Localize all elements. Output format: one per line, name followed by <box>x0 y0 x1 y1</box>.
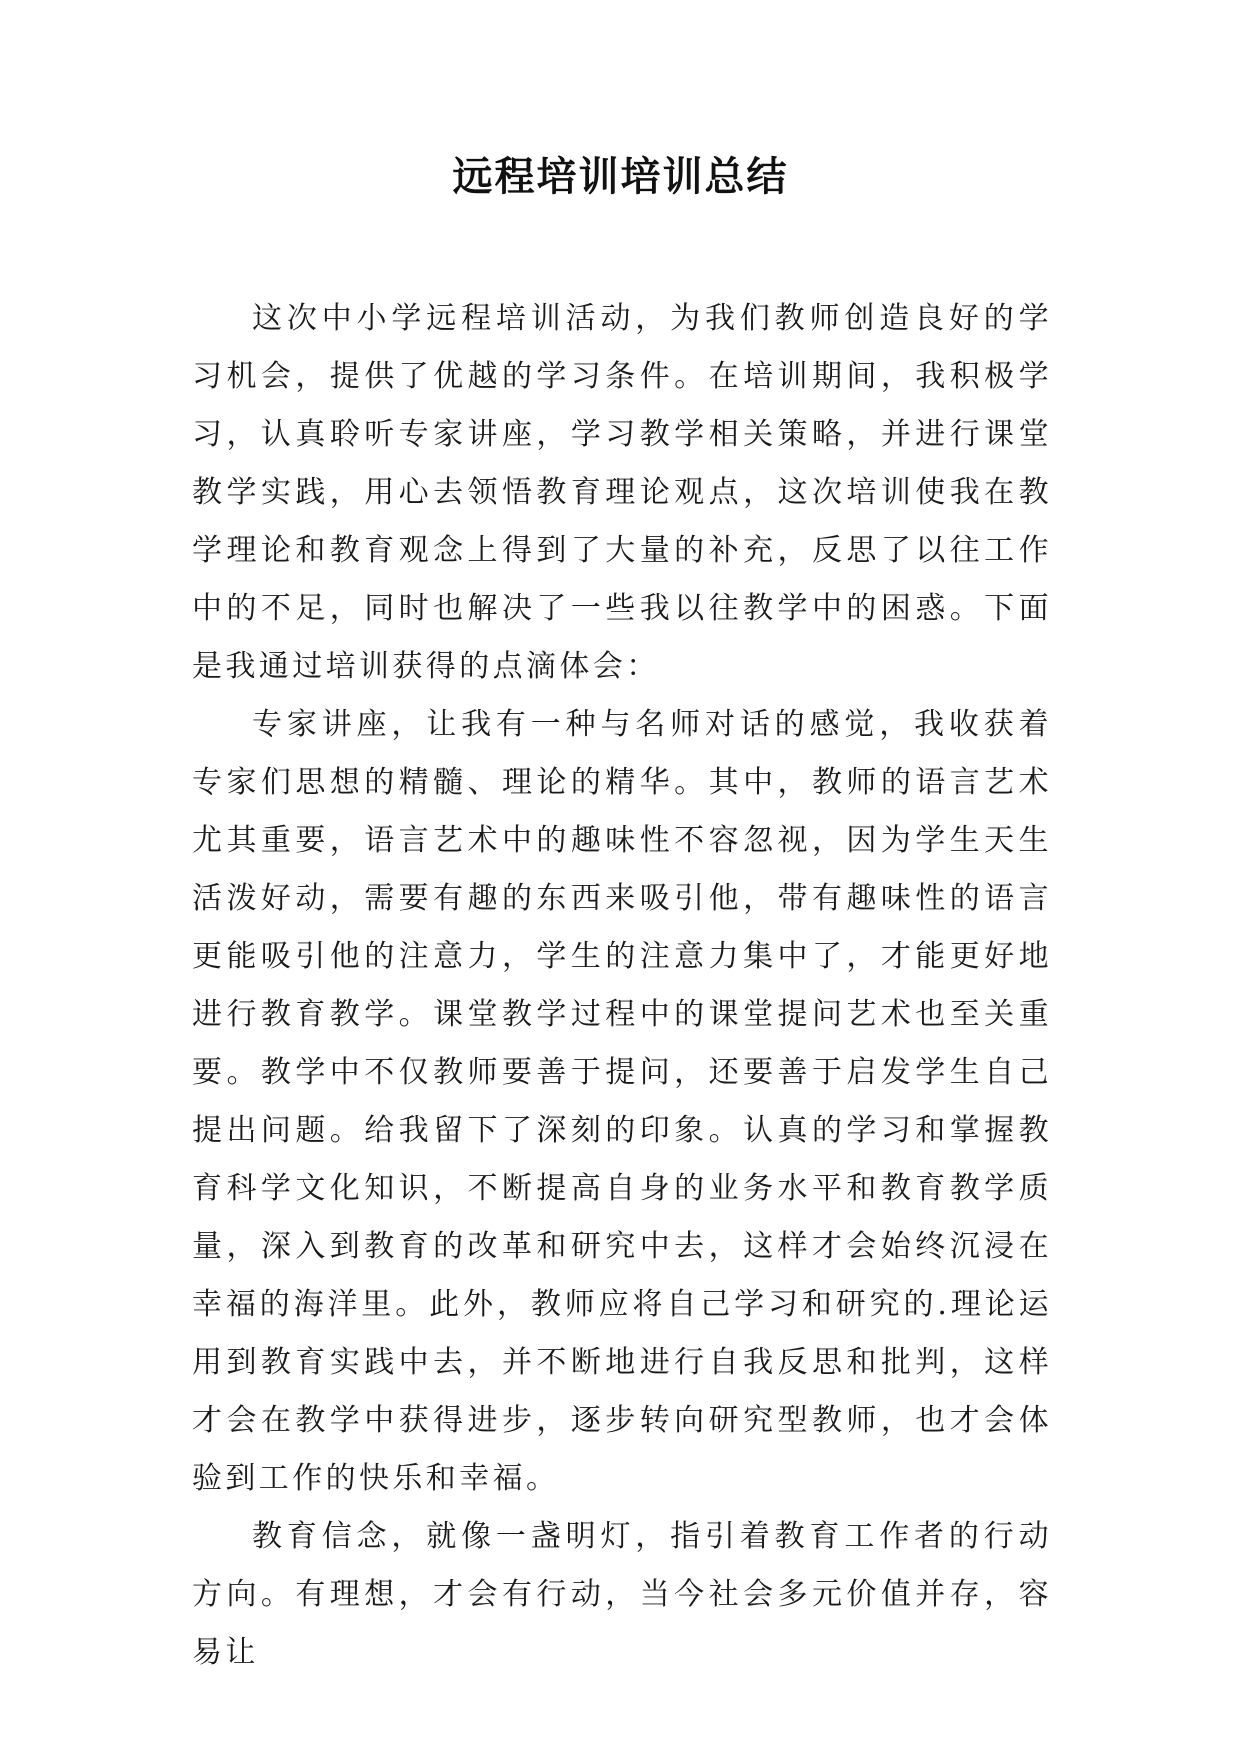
paragraph-2: 专家讲座，让我有一种与名师对话的感觉，我收获着专家们思想的精髓、理论的精华。其中，教师的语言艺术尤其重要，语言艺术中的趣味性不容忽视，因为学生天生活泼好动，需要有趣的东西来吸引他，带有趣味性的语言更能吸引他的注意力，学生的注意力集中了，才能更好地进行教育教学。课堂教学过程中的课堂提问艺术也至关重要。教学中不仅教师要善于提问，还要善于启发学生自己提出问题。给我留下了深刻的印象。认真的学习和掌握教育科学文化知识，不断提高自身的业务水平和教育教学质量，深入到教育的改革和研究中去，这样才会始终沉浸在幸福的海洋里。此外，教师应将自己学习和研究的.理论运用到教育实践中去，并不断地进行自我反思和批判，这样才会在教学中获得进步，逐步转向研究型教师，也才会体验到工作的快乐和幸福。 <box>192 707 1052 1496</box>
paragraph-3: 教育信念，就像一盏明灯，指引着教育工作者的行动方向。有理想，才会有行动，当今社会多元价值并存，容易让 <box>192 1519 1052 1670</box>
document-title: 远程培训培训总结 <box>452 154 789 200</box>
document-body <box>192 290 1052 1682</box>
paragraph-1: 这次中小学远程培训活动，为我们教师创造良好的学习机会，提供了优越的学习条件。在培训期间，我积极学习，认真聆听专家讲座，学习教学相关策略，并进行课堂教学实践，用心去领悟教育理论观点，这次培训使我在教学理论和教育观念上得到了大量的补充，反思了以往工作中的不足，同时也解决了一些我以往教学中的困惑。下面是我通过培训获得的点滴体会： <box>192 301 1052 684</box>
